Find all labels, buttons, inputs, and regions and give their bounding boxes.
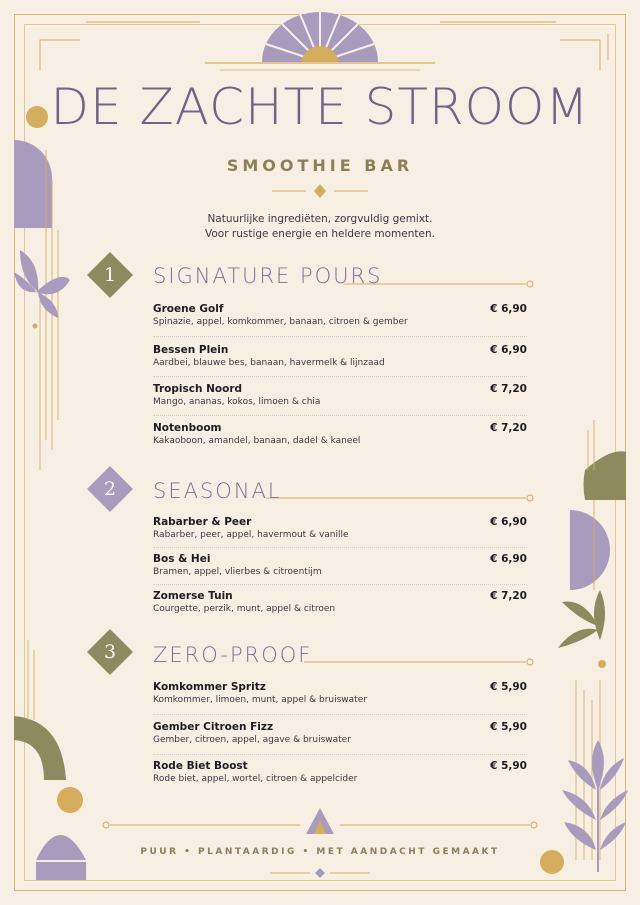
item-divider: [153, 584, 527, 585]
item-price: € 5,90: [490, 760, 527, 772]
item-divider: [153, 415, 527, 416]
item-name: Tropisch Noord: [153, 383, 243, 395]
item-price: € 7,20: [490, 422, 527, 434]
menu-item: [153, 553, 527, 577]
item-price: € 6,90: [490, 303, 527, 315]
item-price: € 7,20: [490, 590, 527, 602]
section-number-1: 1: [103, 264, 117, 286]
item-description: Kakaoboon, amandel, banaan, dadel & kaneel: [153, 436, 361, 446]
item-divider: [153, 714, 527, 715]
menu-item: [153, 681, 527, 705]
item-price: € 5,90: [490, 721, 527, 733]
item-divider: [153, 754, 527, 755]
section-title-signature: SIGNATURE POURS: [153, 264, 383, 288]
item-divider: [153, 547, 527, 548]
bottom-ornament: [103, 808, 537, 878]
item-divider: [153, 336, 527, 337]
item-name: Bos & Hei: [153, 553, 211, 565]
item-description: Spinazie, appel, komkommer, banaan, citroen & gember: [153, 317, 408, 327]
item-name: Komkommer Spritz: [153, 681, 266, 693]
section-diamonds: [87, 252, 133, 675]
menu-item: [153, 303, 527, 327]
item-description: Rabarber, peer, appel, havermout & vanille: [153, 530, 349, 540]
art-deco-fan-icon: [205, 12, 435, 70]
section-number-2: 2: [103, 478, 117, 500]
item-description: Courgette, perzik, munt, appel & citroen: [153, 604, 336, 614]
item-price: € 6,90: [490, 553, 527, 565]
item-name: Bessen Plein: [153, 344, 229, 356]
section-title-zero-proof: ZERO-PROOF: [153, 643, 313, 667]
section-number-3: 3: [103, 641, 117, 663]
menu-item: [153, 516, 527, 540]
item-price: € 5,90: [490, 681, 527, 693]
page-subtitle: SMOOTHIE BAR: [226, 156, 414, 175]
item-name: Gember Citroen Fizz: [153, 721, 274, 733]
bottom-left-deco: [14, 640, 86, 880]
tagline-line-2: Voor rustige energie en heldere momenten.: [205, 228, 435, 240]
item-description: Mango, ananas, kokos, limoen & chia: [153, 397, 321, 407]
item-description: Bramen, appel, vlierbes & citroentijm: [153, 567, 322, 577]
menu-item: [153, 422, 527, 446]
item-price: € 6,90: [490, 516, 527, 528]
tagline-line-1: Natuurlijke ingrediëten, zorgvuldig gemixt.: [207, 213, 433, 225]
tagline: [0, 212, 640, 242]
section-title-seasonal: SEASONAL: [153, 479, 282, 503]
item-description: Gember, citroen, appel, agave & bruiswater: [153, 735, 351, 745]
page-title: DE ZACHTE STROOM: [50, 78, 590, 136]
menu-item: [153, 721, 527, 745]
item-name: Rabarber & Peer: [153, 516, 252, 528]
item-description: Aardbei, blauwe bes, banaan, havermelk & lijnzaad: [153, 358, 385, 368]
menu-item: [153, 383, 527, 407]
item-name: Zomerse Tuin: [153, 590, 233, 602]
item-name: Rode Biet Boost: [153, 760, 248, 772]
item-name: Notenboom: [153, 422, 222, 434]
item-price: € 7,20: [490, 383, 527, 395]
menu-item: [153, 344, 527, 368]
item-price: € 6,90: [490, 344, 527, 356]
item-description: Komkommer, limoen, munt, appel & bruiswater: [153, 695, 367, 705]
menu-item: [153, 590, 527, 614]
item-name: Groene Golf: [153, 303, 224, 315]
menu-item: [153, 760, 527, 784]
item-divider: [153, 376, 527, 377]
footer-tagline: PUUR • PLANTAARDIG • MET AANDACHT GEMAAKT: [140, 847, 500, 857]
item-description: Rode biet, appel, wortel, citroen & appelcider: [153, 774, 358, 784]
